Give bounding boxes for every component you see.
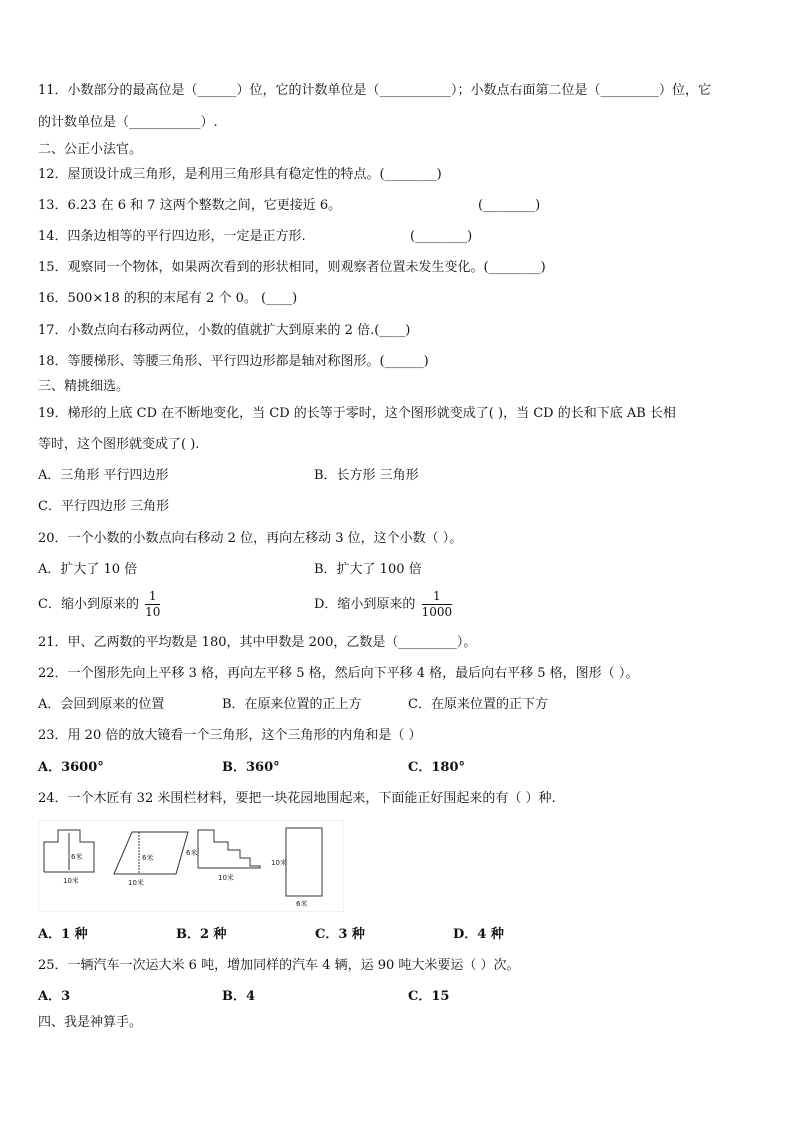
q23-option-b: B．360° — [222, 760, 280, 775]
section-4-heading: 四、我是神算手。 — [38, 1015, 143, 1030]
q18: 18．等腰梯形、等腰三角形、平行四边形都是轴对称图形。(______) — [38, 354, 429, 369]
q24-option-d: D．4 种 — [453, 927, 504, 942]
q20-option-c — [38, 589, 160, 620]
width-label: 10米 — [218, 874, 234, 882]
q22-option-c: C．在原来位置的正下方 — [408, 697, 548, 712]
q24: 24．一个木匠有 32 米围栏材料，要把一块花园地围起来，下面能正好围起来的有（ ）种. — [38, 791, 556, 806]
q20-option-d — [314, 589, 452, 620]
q19-option-a: A．三角形 平行四边形 — [38, 468, 169, 483]
width-label: 10米 — [63, 877, 79, 885]
q20-option-c-label: C．缩小到原来的 — [38, 597, 139, 612]
height-label: 6米 — [71, 853, 83, 861]
q24-shapes-figure — [38, 820, 344, 912]
q25-option-c: C．15 — [408, 989, 450, 1004]
q25-option-b: B．4 — [222, 989, 256, 1004]
q20-option-b: B．扩大了 100 倍 — [314, 562, 422, 577]
q13: 13．6.23 在 6 和 7 这两个整数之间，它更接近 6。 — [38, 198, 342, 213]
q13-blank: (________) — [478, 198, 541, 213]
fraction-denominator: 10 — [145, 605, 161, 619]
section-2-heading: 二、公正小法官。 — [38, 142, 143, 157]
q12: 12．屋顶设计成三角形，是利用三角形具有稳定性的特点。(________) — [38, 167, 442, 182]
q11-line1: 11．小数部分的最高位是（______）位，它的计数单位是（___________）；小数点右面第二位是（_________）位，它 — [38, 83, 712, 98]
height-label: 6米 — [186, 849, 198, 857]
q23-option-c: C．180° — [408, 760, 465, 775]
fraction-denominator: 1000 — [421, 605, 453, 619]
q15: 15．观察同一个物体，如果两次看到的形状相同，则观察者位置未发生变化。(________) — [38, 260, 546, 275]
fraction-numerator: 1 — [422, 589, 453, 605]
height-label: 10米 — [271, 859, 287, 867]
q11-line2: 的计数单位是（___________）. — [38, 115, 218, 130]
q14-blank: (________) — [410, 229, 473, 244]
fraction-one-tenth — [145, 589, 160, 620]
q25-option-a: A．3 — [38, 989, 71, 1004]
q23: 23．用 20 倍的放大镜看一个三角形，这个三角形的内角和是（ ） — [38, 728, 422, 743]
q24-option-b: B．2 种 — [176, 927, 227, 942]
q22-option-a: A．会回到原来的位置 — [38, 697, 165, 712]
q19-option-c: C．平行四边形 三角形 — [38, 499, 170, 514]
q21: 21．甲、乙两数的平均数是 180，其中甲数是 200，乙数是（_________）。 — [38, 635, 477, 650]
q19-option-b: B．长方形 三角形 — [314, 468, 419, 483]
q17: 17．小数点向右移动两位，小数的值就扩大到原来的 2 倍.(____) — [38, 323, 411, 338]
width-label: 6米 — [296, 900, 308, 908]
q24-option-c: C．3 种 — [315, 927, 365, 942]
q20-option-d-label: D．缩小到原来的 — [314, 597, 416, 612]
section-3-heading: 三、精挑细选。 — [38, 379, 130, 394]
q24-option-a: A．1 种 — [38, 927, 88, 942]
q20: 20．一个小数的小数点向右移动 2 位，再向左移动 3 位，这个小数（ ）。 — [38, 531, 463, 546]
q25: 25．一辆汽车一次运大米 6 吨，增加同样的汽车 4 辆，运 90 吨大米要运（ ）次。 — [38, 958, 520, 973]
q23-option-a: A．3600° — [38, 760, 104, 775]
q14: 14．四条边相等的平行四边形，一定是正方形. — [38, 229, 306, 244]
width-label: 10米 — [128, 879, 144, 887]
fraction-one-thousandth — [422, 589, 453, 620]
q19-line2: 等时，这个图形就变成了( ). — [38, 437, 200, 452]
fraction-numerator: 1 — [145, 589, 160, 605]
q22: 22．一个图形先向上平移 3 格，再向左平移 5 格，然后向下平移 4 格，最后向右平移 5 格，图形（ ）。 — [38, 666, 639, 681]
q20-option-a: A．扩大了 10 倍 — [38, 562, 138, 577]
height-label: 6米 — [142, 854, 154, 862]
q19-line1: 19．梯形的上底 CD 在不断地变化，当 CD 的长等于零时，这个图形就变成了( )，当 CD 的长和下底 AB 长相 — [38, 406, 676, 421]
q16: 16．500×18 的积的末尾有 2 个 0。 (____) — [38, 291, 298, 306]
q22-option-b: B．在原来位置的正上方 — [222, 697, 362, 712]
